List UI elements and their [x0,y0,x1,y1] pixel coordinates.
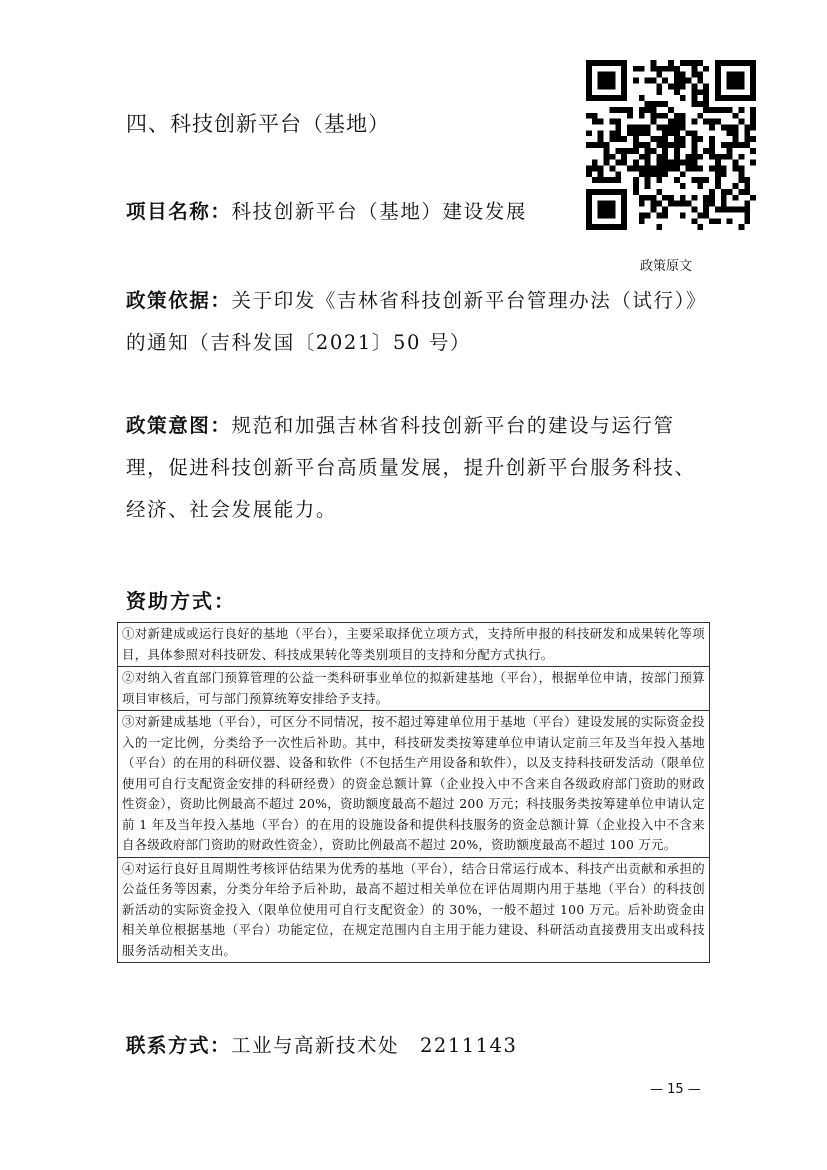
funding-item-4: ④对运行良好且周期性考核评估结果为优秀的基地（平台），结合日常运行成本、科技产出贡献和承担的公益任务等因素，分类分年给予后补助，最高不超过相关单位在评估周期内用于基地（平台）的科技创新活动的实际资金投入（限单位使用可自行支配资金）的 30%，一般不超过 100 万元。后补助资金由相关单位根据基地（平台）功能定位，在规定范围内自主用于能力建设、科研活动直接费用支出或科技服务活动相关支出。 [118,857,710,963]
funding-row [118,667,710,711]
funding-row [118,857,710,963]
policy-intent-label: 政策意图： [126,414,232,437]
funding-item-1: ①对新建成或运行良好的基地（平台），主要采取择优立项方式，支持所申报的科技研发和成果转化等项目，具体参照对科技研发、科技成果转化等类别项目的支持和分配方式执行。 [118,623,710,667]
policy-intent-text-3: 经济、社会发展能力。 [126,498,338,521]
policy-basis-text-1: 关于印发《吉林省科技创新平台管理办法（试行）》 [231,289,708,312]
policy-basis [126,280,711,364]
policy-intent-text-1: 规范和加强吉林省科技创新平台的建设与运行管 [231,414,675,437]
funding-item-3: ③对新建成基地（平台），可区分不同情况，按不超过筹建单位用于基地（平台）建设发展的实际资金投入的一定比例，分类给予一次性后补助。其中，科技研发类按筹建单位申请认定前三年及当年投入基地（平台）的在用的科研仪器、设备和软件（不包括生产用设备和软件），以及支持科技研发活动（限单位使用可自行支配资金安排的科研经费）的资金总额计算（企业投入中不含来自各级政府部门资助的财政性资金），资助比例最高不超过 20%，资助额度最高不超过 200 万元；科技服务类按筹建单位申请认定前 1 年及当年投入基地（平台）的在用的设施设备和提供科技服务的资金总额计算（企业投入中不含来自各级政府部门资助的财政性资金），资助比例最高不超过 20%，资助额度最高不超过 100 万元。 [118,711,710,858]
project-name-line [126,196,527,224]
contact-value: 工业与高新技术处 2211143 [231,1034,518,1057]
policy-basis-text-2: 的通知（吉科发国〔2021〕50 号） [126,331,472,354]
policy-basis-line-1 [126,280,711,322]
policy-basis-label: 政策依据： [126,289,232,312]
policy-intent-text-2: 理，促进科技创新平台高质量发展，提升创新平台服务科技、 [126,456,696,479]
section-heading: 四、科技创新平台（基地） [126,112,390,136]
funding-table [117,622,710,963]
funding-label: 资助方式： [126,589,236,613]
project-name-value: 科技创新平台（基地）建设发展 [231,200,527,223]
contact-line [126,1030,517,1058]
qr-code[interactable] [586,60,756,230]
funding-item-2: ②对纳入省直部门预算管理的公益一类科研事业单位的拟新建基地（平台），根据单位申请，按部门预算项目审核后，可与部门预算统筹安排给予支持。 [118,667,710,711]
contact-label: 联系方式： [126,1034,232,1057]
policy-intent-line-1 [126,405,711,447]
qr-caption: 政策原文 [640,259,693,274]
project-name-label: 项目名称： [126,200,232,223]
page-number: — 15 — [650,1082,701,1097]
policy-intent [126,405,711,531]
funding-row [118,623,710,667]
funding-row [118,711,710,858]
